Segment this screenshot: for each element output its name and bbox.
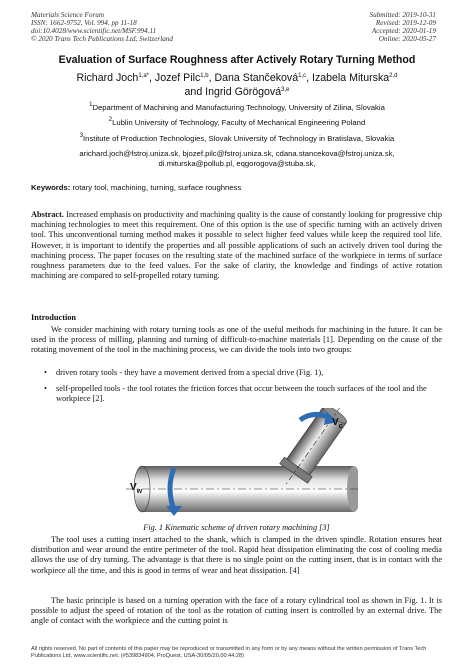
date-line: Revised: 2019-12-09 — [375, 18, 436, 27]
affiliation — [20, 103, 454, 113]
intro-paragraph: The tool uses a cutting insert attached to the shank, which is clamped in the driven spindle. Rotation ensures heat distribution and wear around the entire perimeter of the tool. Rapid heat dissipation eliminating the cost of cooling media allows the use of dry turning. The advantage is that there is no single point on the cutting insert, that is in contact with the workpiece all the time, and this is good in terms of wear and heat dissipation. [4] — [31, 535, 442, 575]
affiliation-text: Lublin University of Technology, Faculty of Mechanical Engineering Poland — [112, 118, 366, 127]
affiliation-sup: 3 — [79, 133, 84, 139]
journal-info — [31, 12, 173, 44]
list-item — [44, 384, 442, 404]
affiliation — [20, 118, 454, 128]
paper-title: Evaluation of Surface Roughness after Actively Rotary Turning Method — [58, 54, 416, 66]
author-sup: 1,a* — [138, 73, 150, 79]
list-item-text: self-propelled tools - the tool rotates the friction forces that occur between the touch surfaces of the tool and the workpiece [2]. — [56, 384, 427, 404]
dates-info — [370, 12, 436, 44]
email-line: arichard.joch@fstroj.uniza.sk, bjozef.pilc@fstroj.uniza.sk, cdana.stancekova@fstroj.uniza.sk, — [79, 149, 395, 158]
section-heading: Introduction — [31, 313, 77, 322]
author-name: Richard Joch — [76, 72, 139, 84]
intro-paragraph: The basic principle is based on a turning operation with the face of a rotary cylindrical tool as shown in Fig. 1. It is possible to adjust the speed of rotation of the tool as the rotation of cutting insert is controlled by an external drive. The angle of contact with the workpiece and the cutting point is — [31, 596, 442, 626]
author-name: , Dana Stančeková — [208, 72, 299, 84]
author-sup: 1,b — [200, 73, 209, 79]
affiliation-text: Institute of Production Technologies, Slovak University of Technology in Bratislava, Slovakia — [83, 134, 395, 143]
author-list — [20, 71, 454, 99]
keywords-text: rotary tool, machining, turning, surface roughness — [70, 183, 242, 192]
keywords — [31, 183, 241, 192]
intro-paragraph: We consider machining with rotary turning tools as one of the useful methods for machining in the future. It can be used in the process of milling, planning and turning of difficult-to-machine materials [1]. Depending on the cause of the rotating movement of the tool in the machining process, we can divide the tools into two groups: — [31, 325, 442, 355]
date-line: Submitted: 2019-10-31 — [369, 11, 436, 19]
date-line: Accepted: 2020-01-19 — [371, 26, 436, 35]
list-item-text: driven rotary tools - they have a movement derived from a special drive (Fig. 1), — [56, 368, 324, 377]
journal-line: © 2020 Trans Tech Publications Ltd, Switzerland — [31, 34, 173, 43]
kinematic-figure — [118, 408, 358, 520]
author-sup: 2,d — [389, 73, 398, 79]
abstract-text: Increased emphasis on productivity and machining quality is the cause of constantly looking for progressive chip machining technologies to meet this requirement. One of this option is the use of specific turning with an actively driven tool. This unconventional turning method makes it possible to select higher feed values while keep the required tool life. However, it is important to identify the properties and all possible applications of such an actively driven tool during the machining process. The paper focuses on the resulting state of the machined surface of the workpiece in terms of surface roughness parameters due to the feed values. For the sake of clarity, the knowledge and findings of active rotation machining are compared to self-propelled rotary turning. — [31, 210, 442, 281]
author-name: and Ingrid Görögová — [184, 86, 282, 98]
vw-label: $V_w$ — [130, 482, 143, 495]
vc-label: $V_c$ — [332, 417, 343, 430]
keywords-label: Keywords: — [31, 183, 71, 192]
abstract-label: Abstract. — [31, 210, 64, 219]
author-name: , Izabela Miturska — [306, 72, 390, 84]
author-sup: 1,c — [298, 73, 307, 79]
figure-caption: Fig. 1 Kinematic scheme of driven rotary machining [3] — [143, 523, 330, 532]
affiliation-sup: 2 — [108, 117, 113, 123]
bullet-dot: • — [44, 368, 47, 377]
journal-line: doi:10.4028/www.scientific.net/MSF.994.11 — [31, 26, 157, 35]
copyright-footer: All rights reserved. No part of contents of this paper may be reproduced or transmitted in any form or by any means without the written permission of Trans Tech Publications Ltd, www.scientific.net. (#539834904, ProQuest, USA-30/05/20,00:44:28) — [31, 646, 427, 659]
email-list — [20, 149, 454, 169]
email-line: di.miturska@pollub.pl, eqgorogova@stuba.sk, — [158, 159, 316, 168]
affiliation-text: Department of Machining and Manufacturing Technology, University of Zilina, Slovakia — [92, 103, 385, 112]
bullet-dot: • — [44, 384, 47, 393]
workpiece-cylinder — [126, 466, 358, 512]
author-sup: 3,e — [281, 87, 290, 93]
abstract — [31, 210, 442, 281]
affiliation — [20, 134, 454, 144]
date-line: Online: 2020-05-27 — [378, 34, 436, 43]
journal-line: ISSN: 1662-9752, Vol. 994, pp 11-18 — [31, 18, 137, 27]
list-item — [44, 368, 442, 378]
journal-line: Materials Science Forum — [31, 11, 105, 19]
author-name: , Jozef Pilc — [149, 72, 201, 84]
affiliation-sup: 1 — [89, 102, 93, 108]
